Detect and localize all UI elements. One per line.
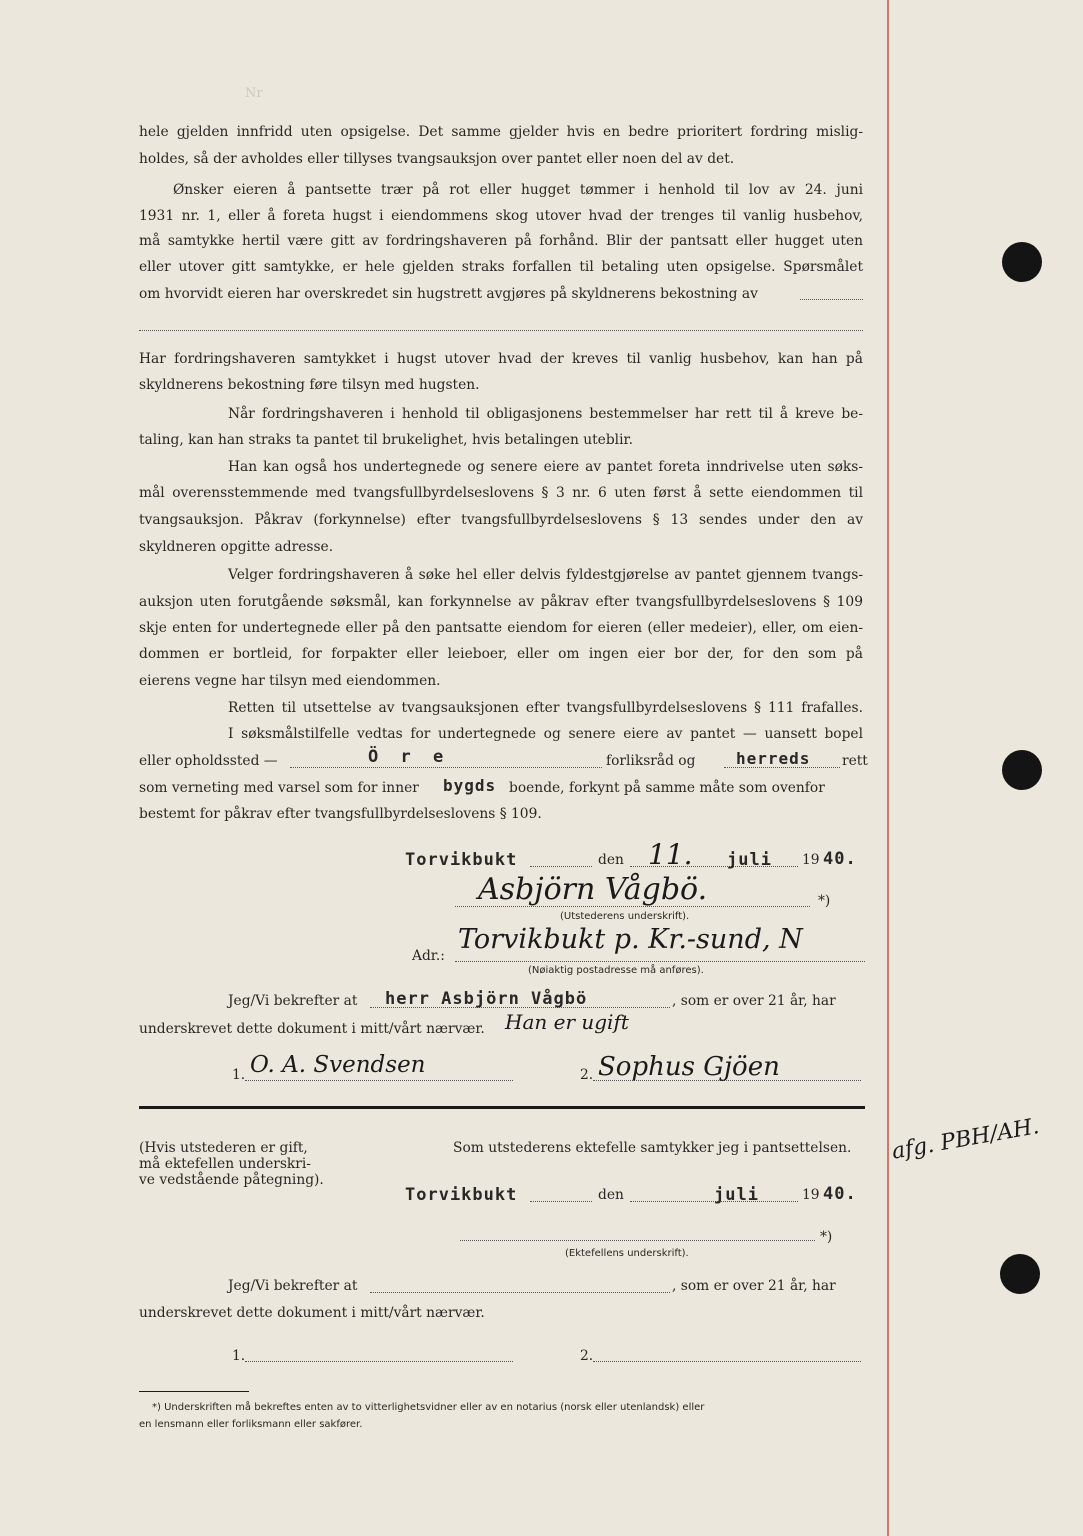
venue-court: herreds [736, 749, 811, 768]
paragraph-line: Har fordringshaveren samtykket i hugst utover hvad der kreves til vanlig husbehov, kan han på [139, 351, 863, 367]
address-value: Torvikbukt p. Kr.-sund, N [458, 924, 803, 955]
witness-signature: O. A. Svendsen [250, 1052, 426, 1078]
witness-number: 1. [232, 1067, 246, 1083]
paragraph-line: 1931 nr. 1, eller å foreta hugst i eiendommens skog utover hvad der trenges til vanlig husbehov, [139, 208, 863, 224]
fill-line [460, 1240, 815, 1241]
fill-line [530, 1201, 592, 1202]
paragraph-line: eierens vegne har tilsyn med eiendommen. [139, 673, 441, 689]
witness-text: underskrevet dette dokument i mitt/vårt nærvær. [139, 1305, 485, 1321]
fill-line [800, 299, 863, 300]
fill-line [455, 961, 865, 962]
asterisk: *) [818, 893, 831, 909]
issuer-signature-label: (Utstederens underskrift). [560, 911, 690, 922]
venue-suffix: rett [842, 753, 868, 769]
footnote-line: en lensmann eller forliksmann eller sakfører. [139, 1419, 363, 1430]
margin-note: afg. PBH/AH. [890, 1114, 1042, 1165]
marital-note: Han er ugift [505, 1010, 629, 1034]
footnote-rule [139, 1391, 249, 1392]
witness-text: , som er over 21 år, har [672, 993, 836, 1009]
paragraph-line: eller utover gitt samtykke, er hele gjelden straks forfallen til betaling uten opsigelse. Spørsmålet [139, 259, 863, 275]
paragraph-line: må samtykke hertil være gitt av fordringshaveren på forhånd. Blir der pantsatt eller hugget uten [139, 233, 863, 249]
paragraph-line: holdes, så der avholdes eller tillyses tvangsauksjon over pantet eller noen del av det. [139, 151, 735, 167]
sign-year: 40. [823, 849, 857, 869]
venue-prefix: eller opholdssted — [139, 753, 278, 769]
paragraph-line: auksjon uten forutgående søksmål, kan forkynnelse av påkrav efter tvangsfullbyrdelseslovens § 109 [139, 594, 863, 610]
paragraph-line: Velger fordringshaveren å søke hel eller delvis fyldestgjørelse av pantet gjennem tvangs- [228, 567, 863, 583]
witness-subject: herr Asbjörn Vågbö [385, 989, 588, 1009]
witness-text: Jeg/Vi bekrefter at [228, 993, 358, 1009]
fill-line [245, 1361, 513, 1362]
fill-line [530, 866, 592, 867]
den-label: den [598, 852, 624, 868]
sign-month: juli [727, 850, 772, 870]
venue-mid: forliksråd og [606, 753, 696, 769]
witness-number: 1. [232, 1348, 246, 1364]
fill-line [245, 1080, 513, 1081]
venue-line3: bestemt for påkrav efter tvangsfullbyrdelseslovens § 109. [139, 806, 542, 822]
venue-line2-end: boende, forkynt på samme måte som ovenfor [509, 780, 825, 796]
spouse-note: ve vedstående påtegning). [139, 1172, 324, 1188]
paragraph-line: I søksmålstilfelle vedtas for undertegnede og senere eiere av pantet — uansett bopel [228, 726, 863, 742]
spouse-consent: Som utstederens ektefelle samtykker jeg i pantsettelsen. [453, 1140, 852, 1156]
fill-line [593, 1361, 861, 1362]
spouse-year: 40. [823, 1184, 857, 1204]
paragraph-line: mål overensstemmende med tvangsfullbyrdelseslovens § 3 nr. 6 uten først å sette eiendommen til [139, 485, 863, 501]
punch-hole [1000, 1254, 1040, 1294]
paragraph-line: skyldneren opgitte adresse. [139, 539, 334, 555]
footnote-line: *) Underskriften må bekreftes enten av to vitterlighetsvidner eller av en notarius (norsk eller utenlandsk) eller [152, 1402, 705, 1413]
address-note: (Nøiaktig postadresse må anføres). [528, 965, 704, 976]
margin-line [887, 0, 889, 1536]
year-prefix: 19 [802, 1187, 820, 1203]
fill-line [455, 906, 810, 907]
corner-mark: Nr [245, 86, 263, 101]
spouse-note: (Hvis utstederen er gift, [139, 1140, 308, 1156]
paragraph-line: dommen er bortleid, for forpakter eller leieboer, eller om ingen eier bor der, for den som på [139, 646, 863, 662]
paragraph-line: taling, kan han straks ta pantet til brukelighet, hvis betalingen uteblir. [139, 432, 633, 448]
venue-place: Ö r e [368, 747, 450, 767]
punch-hole [1002, 750, 1042, 790]
paragraph-line: hele gjelden innfridd uten opsigelse. Det samme gjelder hvis en bedre prioritert fordring mislig- [139, 124, 863, 140]
issuer-signature: Asbjörn Vågbö. [478, 872, 708, 907]
paragraph-line: Retten til utsettelse av tvangsauksjonen efter tvangsfullbyrdelseslovens § 111 frafalles. [228, 700, 863, 716]
punch-hole [1002, 242, 1042, 282]
sign-day: 11. [648, 838, 693, 871]
fill-line [139, 330, 863, 331]
fill-line [370, 1292, 670, 1293]
spouse-month: juli [714, 1185, 759, 1205]
year-prefix: 19 [802, 852, 820, 868]
witness-signature: Sophus Gjöen [598, 1052, 780, 1082]
witness-number: 2. [580, 1348, 594, 1364]
paragraph-line: tvangsauksjon. Påkrav (forkynnelse) efter tvangsfullbyrdelseslovens § 13 sendes under den av [139, 512, 863, 528]
section-divider [139, 1106, 865, 1109]
venue-bygds: bygds [443, 776, 497, 795]
den-label: den [598, 1187, 624, 1203]
witness-text: underskrevet dette dokument i mitt/vårt nærvær. [139, 1021, 485, 1037]
paragraph-line: Når fordringshaveren i henhold til obligasjonens bestemmelser har rett til å kreve be- [228, 406, 863, 422]
spouse-note: må ektefellen underskri- [139, 1156, 311, 1172]
spouse-place: Torvikbukt [405, 1185, 518, 1205]
witness-text: , som er over 21 år, har [672, 1278, 836, 1294]
paragraph-line: Han kan også hos undertegnede og senere eiere av pantet foreta inndrivelse uten søks- [228, 459, 863, 475]
address-label: Adr.: [412, 948, 445, 964]
witness-number: 2. [580, 1067, 594, 1083]
spouse-signature-label: (Ektefellens underskrift). [565, 1248, 689, 1259]
paragraph-line: Ønsker eieren å pantsette trær på rot eller hugget tømmer i henhold til lov av 24. juni [173, 182, 863, 198]
paragraph-line: skyldnerens bekostning føre tilsyn med hugsten. [139, 377, 480, 393]
fill-line [290, 767, 602, 768]
paragraph-line: skje enten for undertegnede eller på den pantsatte eiendom for eieren (eller medeier), eller, om eien- [139, 620, 863, 636]
paragraph-line: om hvorvidt eieren har overskredet sin hugstrett avgjøres på skyldnerens bekostning av [139, 286, 758, 302]
sign-place: Torvikbukt [405, 850, 518, 870]
asterisk: *) [820, 1229, 833, 1245]
witness-text: Jeg/Vi bekrefter at [228, 1278, 358, 1294]
venue-line2: som verneting med varsel som for inner [139, 780, 419, 796]
